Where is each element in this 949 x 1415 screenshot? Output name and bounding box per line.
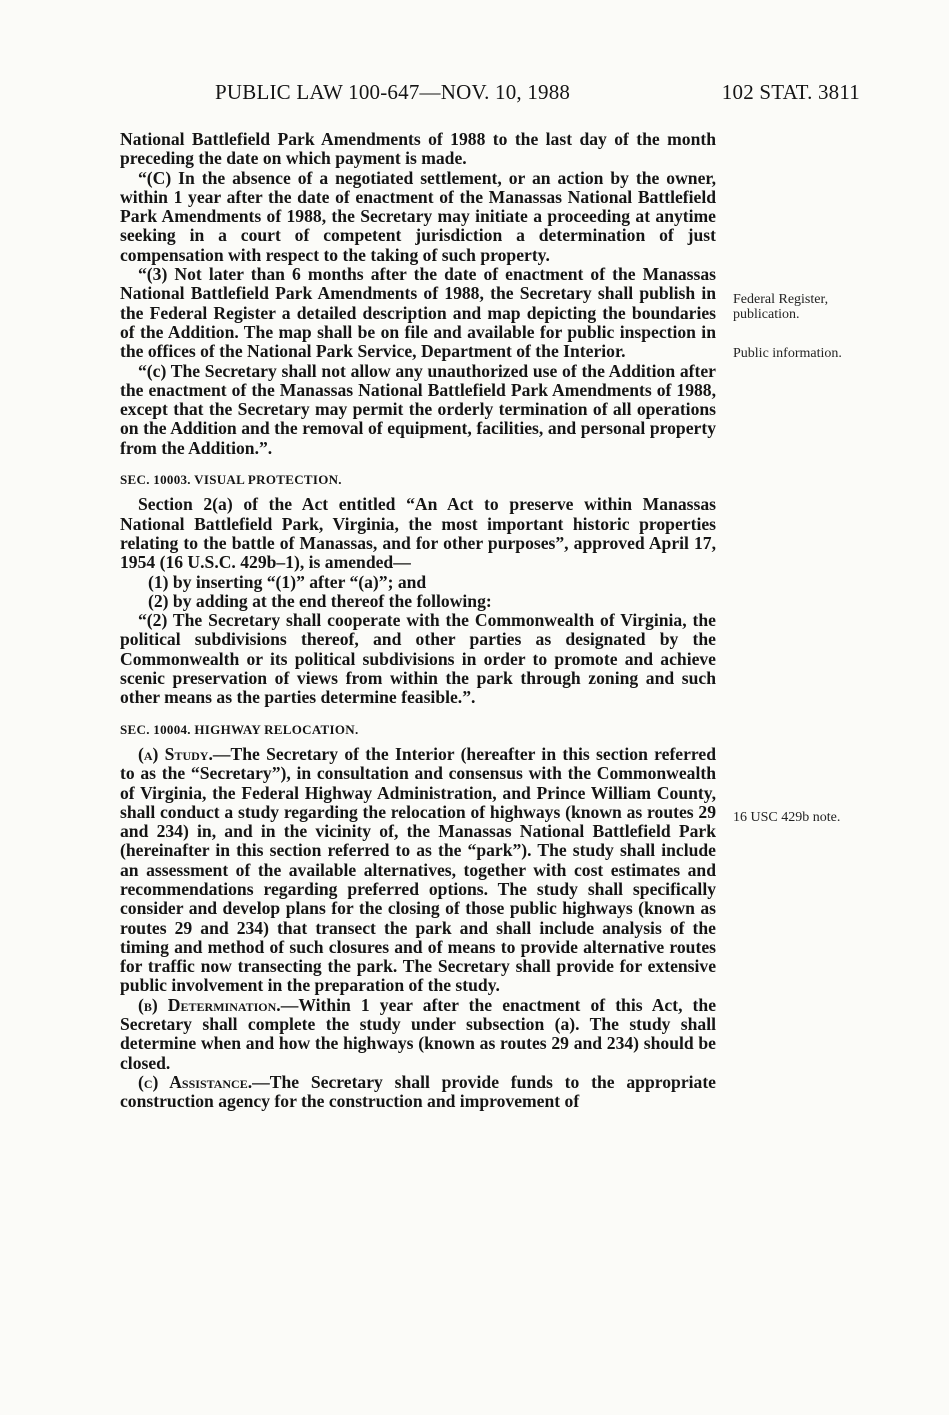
subsection-text: —Within 1 year after the enactment of this Act, the Secretary shall complete the study under subsection (a). The study shall determine when and how the highways (known as routes 29 and 234) should be closed. xyxy=(120,994,717,1073)
page-title: PUBLIC LAW 100-647—NOV. 10, 1988 xyxy=(215,80,571,104)
paragraph xyxy=(120,745,716,996)
subsection-heading: (a) Study. xyxy=(138,743,213,764)
page-header xyxy=(120,80,860,110)
margin-note-usc-citation: 16 USC 429b note. xyxy=(733,810,841,825)
margin-note-federal-register: Federal Register, publication. xyxy=(733,292,829,322)
paragraph: Section 2(a) of the Act entitled “An Act to preserve within Manassas National Battlefield Park, Virginia, the most important historic properties relating to the battle of Manassas, and for other purposes”, approved April 17, 1954 (16 U.S.C. 429b–1), is amended— xyxy=(120,494,716,573)
list-item: (1) by inserting “(1)” after “(a)”; and xyxy=(148,571,427,592)
subsection-heading: (b) Determination. xyxy=(138,994,281,1015)
subsection-heading: (c) Assistance. xyxy=(138,1071,253,1092)
body-text xyxy=(120,130,716,1112)
paragraph: National Battlefield Park Amendments of 1988 to the last day of the month preceding the date on which payment is made. xyxy=(120,129,716,169)
subsection-text: —The Secretary shall provide funds to the appropriate construction agency for the construction and improvement of xyxy=(120,1071,716,1112)
paragraph: “(C) In the absence of a negotiated settlement, or an action by the owner, within 1 year after the date of enactment of the Manassas National Battlefield Park Amendments of 1988, the Secretary may initiate a proceeding at anytime seeking in a court of competent jurisdiction a determination of just compensation with respect to the taking of such property. xyxy=(120,167,716,265)
paragraph xyxy=(120,1073,716,1112)
section-heading: SEC. 10003. VISUAL PROTECTION. xyxy=(120,472,342,488)
paragraph: “(3) Not later than 6 months after the date of enactment of the Manassas National Battlefield Park Amendments of 1988, the Secretary shall publish in the Federal Register a detailed description and map depicting the boundaries of the Addition. The map shall be on file and available for public inspection in the offices of the National Park Service, Department of the Interior. xyxy=(120,264,716,362)
paragraph xyxy=(120,996,716,1073)
margin-note-public-information: Public information. xyxy=(733,346,842,361)
subsection-text: —The Secretary of the Interior (hereafter in this section referred to as the “Secretary”), in consultation and consensus with the Commonwealth of Virginia, the Federal Highway Administration, and Prince William County, shall conduct a study regarding the relocation of highways (known as routes 29 and 234) in, and in the vicinity of, the Manassas National Battlefield Park (hereinafter in this section referred to as the “park”). The study shall include an assessment of the available alternatives, together with cost estimates and recommendations regarding preferred options. The study shall specifically consider and develop plans for the closing of those public highways (known as routes 29 and 234) that transect the park and shall include analysis of the timing and method of such closures and of means to provide alternative routes for traffic now transecting the park. The Secretary shall provide for extensive public involvement in the preparation of the study. xyxy=(120,743,716,996)
paragraph: “(2) The Secretary shall cooperate with the Commonwealth of Virginia, the political subdivisions thereof, and other parties as designated by the Commonwealth or its political subdivisions in order to promote and achieve scenic preservation of views from within the park through zoning and such other means as the parties determine feasible.”. xyxy=(120,610,716,708)
section-heading: SEC. 10004. HIGHWAY RELOCATION. xyxy=(120,721,359,737)
paragraph: “(c) The Secretary shall not allow any unauthorized use of the Addition after the enactment of the Manassas National Battlefield Park Amendments of 1988, except that the Secretary may permit the orderly termination of all operations on the Addition and the removal of equipment, facilities, and personal property from the Addition.”. xyxy=(120,360,716,458)
list-item: (2) by adding at the end thereof the following: xyxy=(148,590,492,611)
stat-citation: 102 STAT. 3811 xyxy=(721,80,860,104)
